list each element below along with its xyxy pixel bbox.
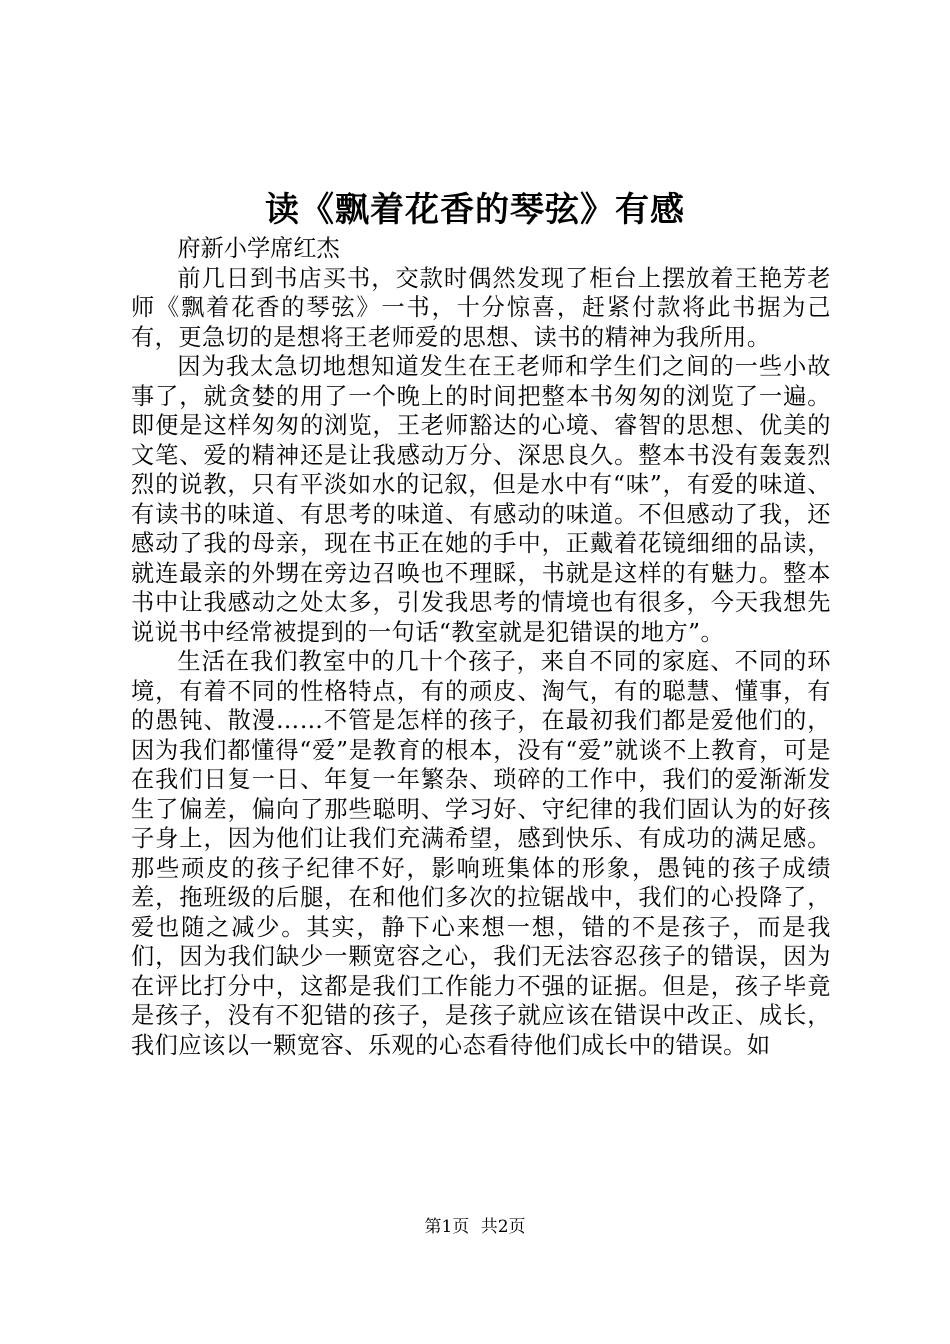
paragraph-3: 生活在我们教室中的几十个孩子，来自不同的家庭、不同的环境，有着不同的性格特点，有的顽皮、淘气，有的聪慧、懂事，有的愚钝、散漫……不管是怎样的孩子，在最初我们都是爱他们的，因为我们都懂得“爱”是教育的根本，没有“爱”就谈不上教育，可是在我们日复一日、年复一年繁杂、琐碎的工作中，我们的爱渐渐发生了偏差，偏向了那些聪明、学习好、守纪律的我们固认为的好孩子身上，因为他们让我们充满希望，感到快乐、有成功的满足感。那些顽皮的孩子纪律不好，影响班集体的形象，愚钝的孩子成绩差，拖班级的后腿，在和他们多次的拉锯战中，我们的心投降了，爱也随之减少。其实，静下心来想一想，错的不是孩子，而是我们，因为我们缺少一颗宽容之心，我们无法容忍孩子的错误，因为在评比打分中，这都是我们工作能力不强的证据。但是，孩子毕竟是孩子，没有不犯错的孩子，是孩子就应该在错误中改正、成长，我们应该以一颗宽容、乐观的心态看待他们成长中的错误。如 <box>131 648 831 1059</box>
author-line: 府新小学席红杰 <box>177 235 340 262</box>
page-number: 第1页 <box>424 1217 470 1237</box>
document-body <box>131 234 831 1060</box>
paragraph-2: 因为我太急切地想知道发生在王老师和学生们之间的一些小故事了，就贪婪的用了一个晚上的时间把整本书匆匆的浏览了一遍。即便是这样匆匆的浏览，王老师豁达的心境、睿智的思想、优美的文笔、爱的精神还是让我感动万分、深思良久。整本书没有轰轰烈烈的说教，只有平淡如水的记叙，但是水中有“味”，有爱的味道、有读书的味道、有思考的味道、有感动的味道。不但感动了我，还感动了我的母亲，现在书正在她的手中，正戴着花镜细细的品读，就连最亲的外甥在旁边召唤也不理睬，书就是这样的有魅力。整本书中让我感动之处太多，引发我思考的情境也有很多，今天我想先说说书中经常被提到的一句话“教室就是犯错误的地方”。 <box>131 353 831 646</box>
document-title: 读《飘着花香的琴弦》有感 <box>265 190 685 230</box>
page-total: 共2页 <box>480 1217 526 1237</box>
page-footer <box>0 1215 950 1239</box>
paragraph-1: 前几日到书店买书，交款时偶然发现了柜台上摆放着王艳芳老师《飘着花香的琴弦》一书，十分惊喜，赶紧付款将此书据为己有，更急切的是想将王老师爱的思想、读书的精神为我所用。 <box>131 264 831 351</box>
